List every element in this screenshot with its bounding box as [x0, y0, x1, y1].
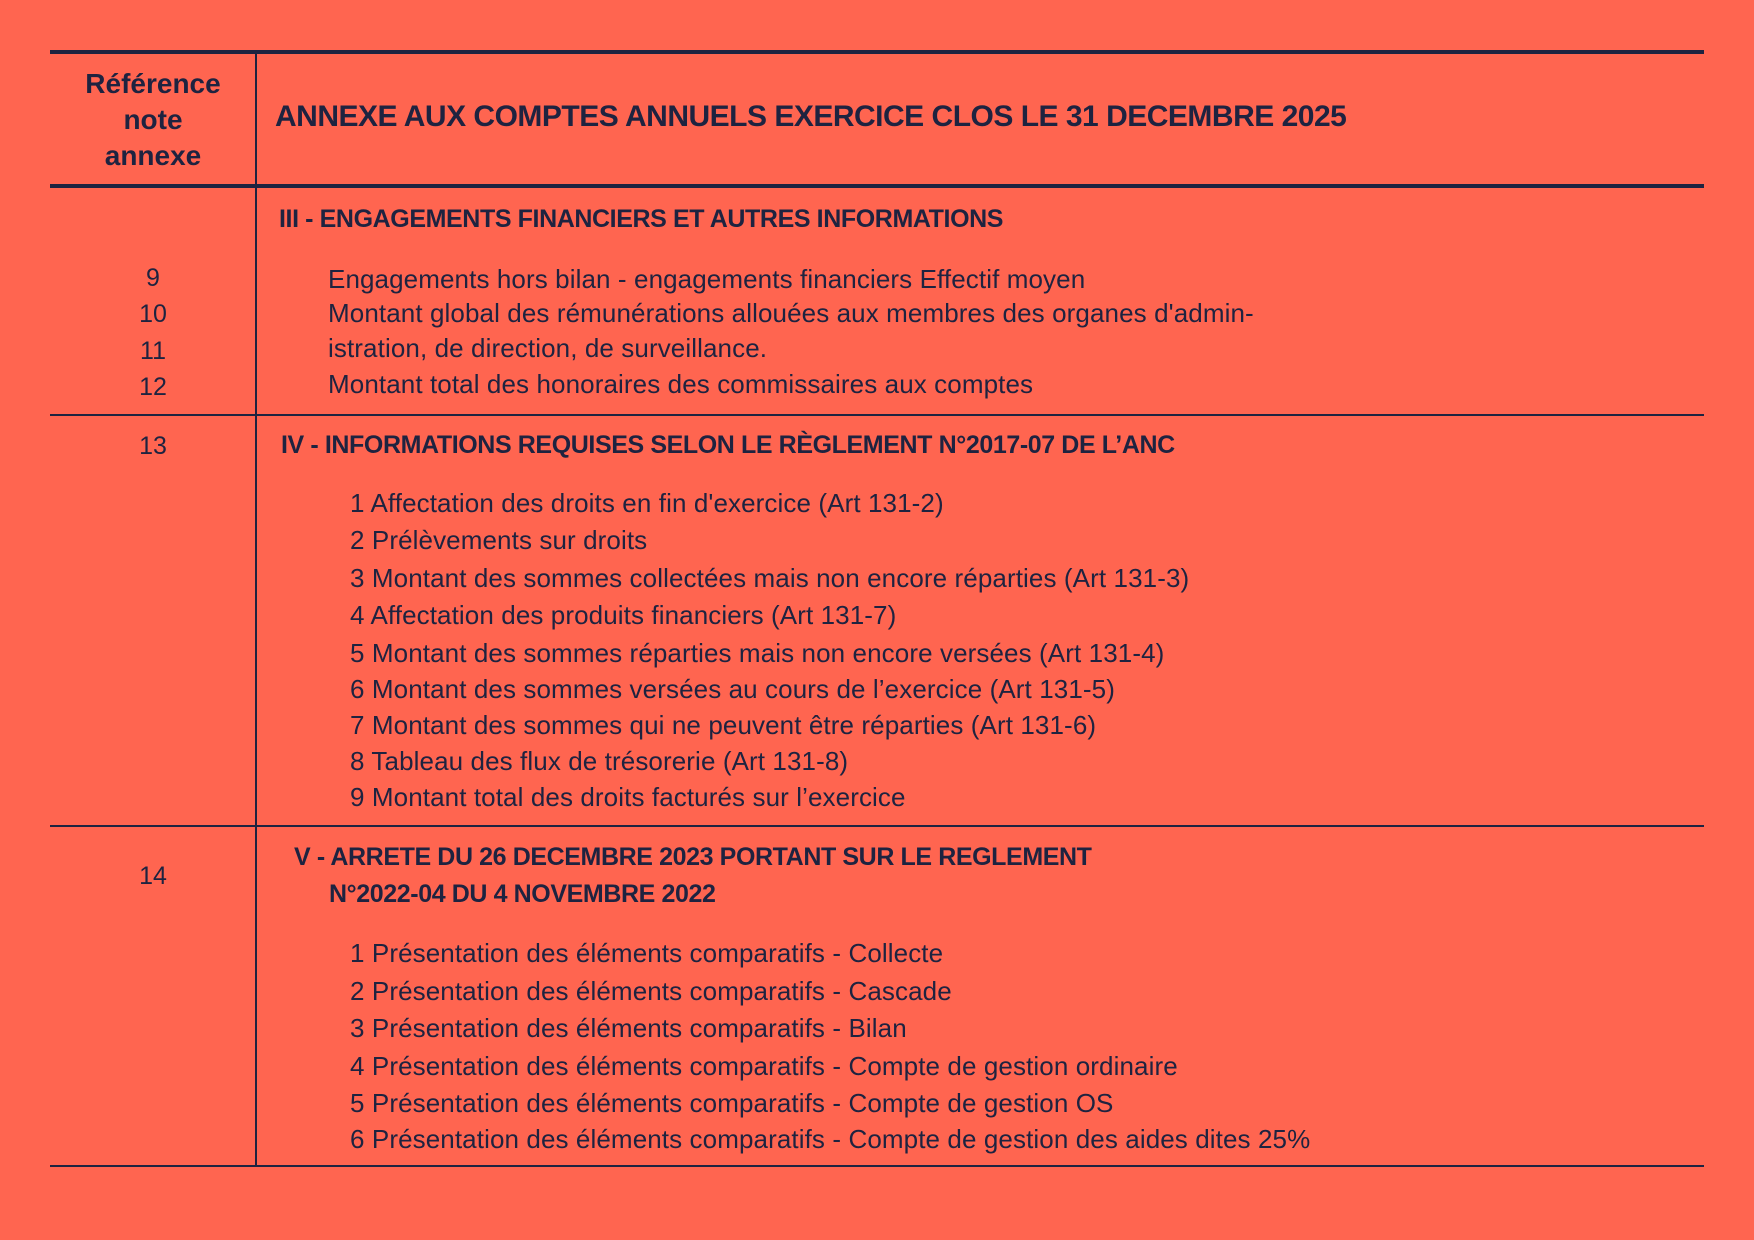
- list-item: 7 Montant des sommes qui ne peuvent être réparties (Art 131-6): [350, 710, 1097, 740]
- section-title-v: V - ARRETE DU 26 DECEMBRE 2023 PORTANT SUR LE REGLEMENT: [294, 843, 1092, 871]
- column-divider: [255, 52, 257, 1166]
- list-item: 4 Affectation des produits financiers (Art 131-7): [350, 600, 897, 630]
- section-divider: [50, 825, 1704, 827]
- table-top-rule: [50, 50, 1704, 54]
- ref-number: 10: [139, 300, 167, 328]
- list-item: 2 Présentation des éléments comparatifs - Cascade: [350, 976, 952, 1006]
- list-item: 9 Montant total des droits facturés sur l’exercice: [350, 782, 906, 812]
- list-item: Montant global des rémunérations allouées aux membres des organes d'admin-: [328, 298, 1254, 328]
- list-item: 4 Présentation des éléments comparatifs - Compte de gestion ordinaire: [350, 1051, 1178, 1081]
- list-item: Montant total des honoraires des commissaires aux comptes: [328, 369, 1034, 399]
- ref-number: 13: [139, 432, 167, 460]
- ref-header-line: annexe: [104, 140, 202, 171]
- list-item: 1 Affectation des droits en fin d'exercice (Art 131-2): [350, 488, 944, 518]
- header-bottom-rule: [50, 184, 1704, 188]
- list-item: 5 Montant des sommes réparties mais non encore versées (Art 131-4): [350, 638, 1165, 668]
- list-item: 3 Présentation des éléments comparatifs - Bilan: [350, 1013, 907, 1043]
- list-item: 3 Montant des sommes collectées mais non encore réparties (Art 131-3): [350, 563, 1190, 593]
- list-item: 5 Présentation des éléments comparatifs - Compte de gestion OS: [350, 1088, 1114, 1118]
- list-item: istration, de direction, de surveillance.: [328, 333, 768, 363]
- ref-number: 11: [140, 337, 166, 365]
- list-item: 8 Tableau des flux de trésorerie (Art 131-8): [350, 746, 849, 776]
- list-item: 6 Présentation des éléments comparatifs - Compte de gestion des aides dites 25%: [350, 1124, 1311, 1154]
- ref-number: 14: [139, 862, 167, 890]
- list-item: Engagements hors bilan - engagements financiers Effectif moyen: [328, 264, 1086, 294]
- table-bottom-rule: [50, 1165, 1704, 1167]
- ref-header-line: note: [123, 104, 183, 135]
- section-title-iii: III - ENGAGEMENTS FINANCIERS ET AUTRES INFORMATIONS: [279, 205, 1004, 233]
- section-divider: [50, 414, 1704, 416]
- list-item: 1 Présentation des éléments comparatifs - Collecte: [350, 938, 944, 968]
- ref-number: 12: [139, 373, 167, 401]
- annex-table: [50, 0, 1704, 1240]
- section-title-v-continued: N°2022-04 DU 4 NOVEMBRE 2022: [329, 880, 716, 908]
- list-item: 2 Prélèvements sur droits: [350, 525, 648, 555]
- ref-number: 9: [146, 264, 160, 292]
- ref-header-line: Référence: [85, 68, 221, 99]
- page-title: ANNEXE AUX COMPTES ANNUELS EXERCICE CLOS LE 31 DECEMBRE 2025: [275, 100, 1347, 133]
- list-item: 6 Montant des sommes versées au cours de l’exercice (Art 131-5): [350, 674, 1115, 704]
- reference-column-header: [50, 66, 256, 174]
- section-title-iv: IV - INFORMATIONS REQUISES SELON LE RÈGLEMENT N°2017-07 DE L’ANC: [281, 431, 1175, 459]
